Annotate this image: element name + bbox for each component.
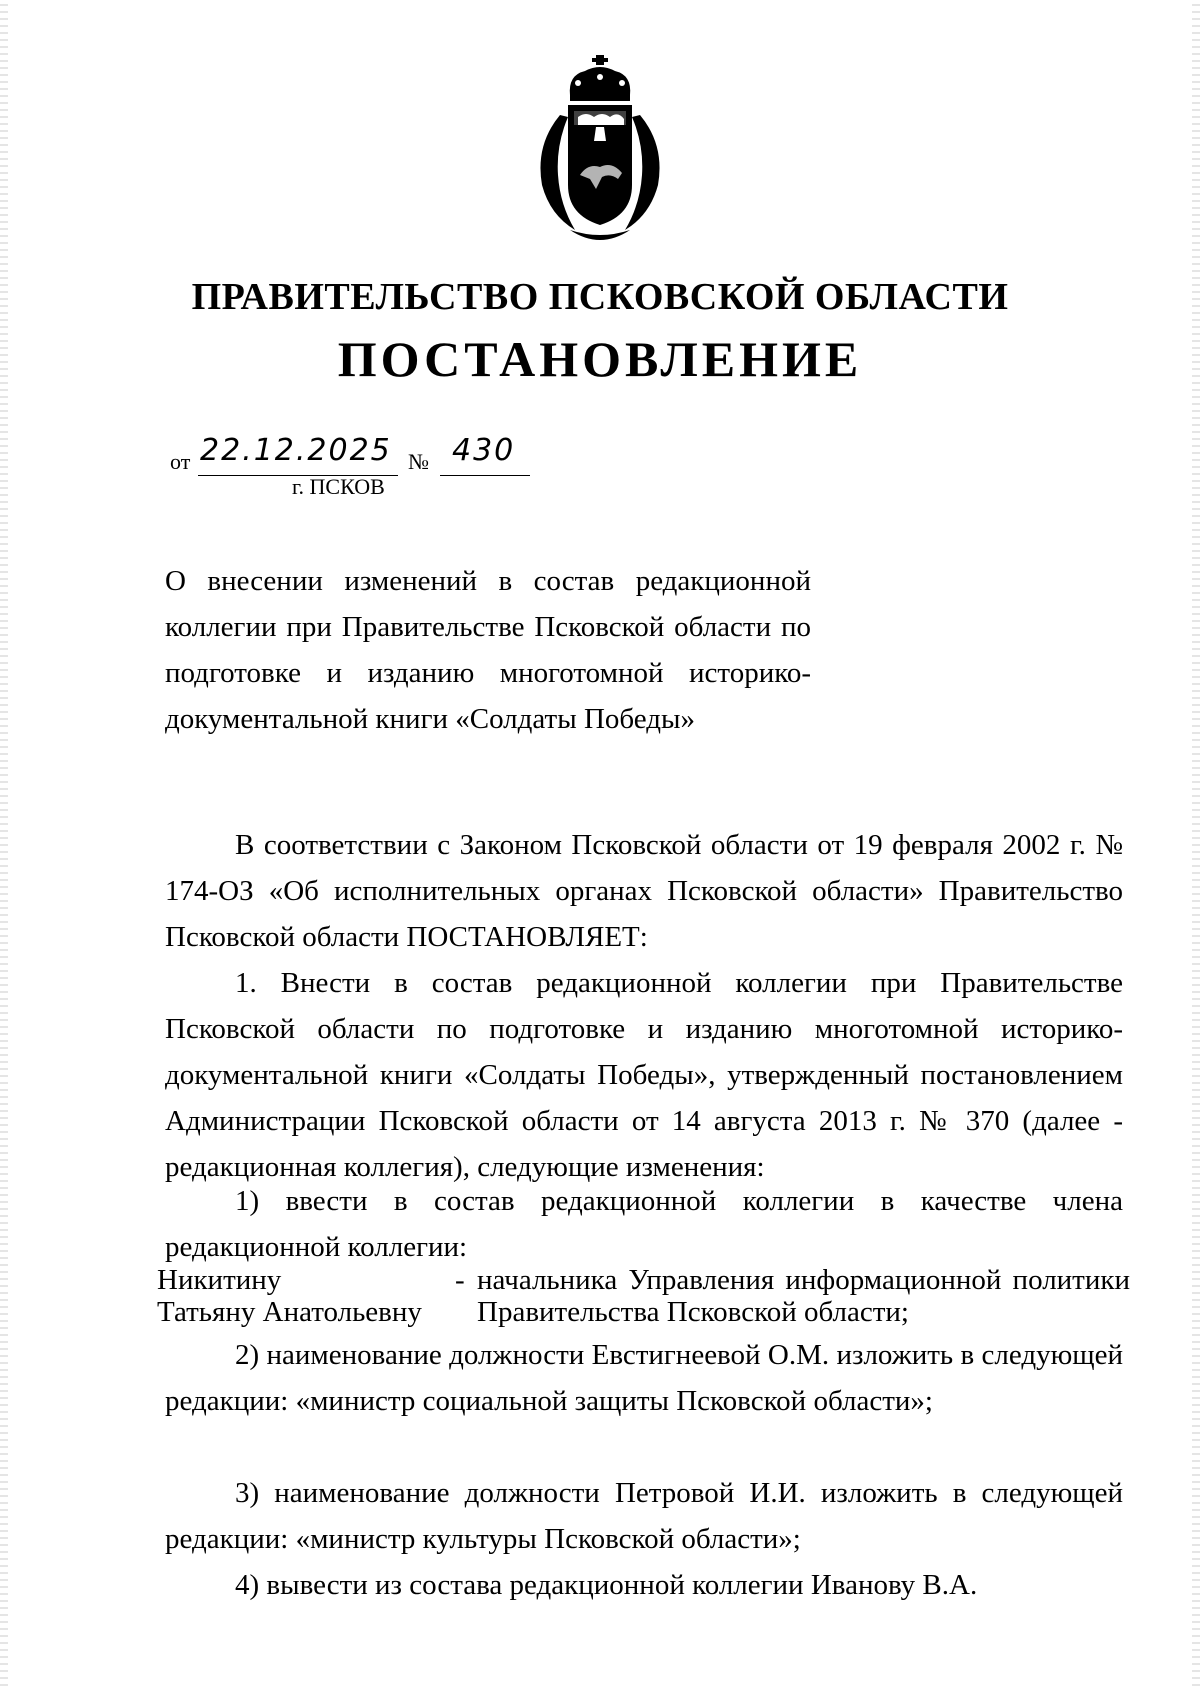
date-label: от <box>170 449 191 474</box>
subitem-3-paragraph: 3) наименование должности Петровой И.И. изложить в следующей редакции: «министр культуры Псковской области»; <box>165 1477 1123 1555</box>
city-label: г. ПСКОВ <box>292 474 385 499</box>
member-position: начальника Управления информационной политики Правительства Псковской области; <box>477 1264 1130 1328</box>
subitem-4-paragraph: 4) вывести из состава редакционной коллегии Иванову В.А. <box>235 1569 978 1601</box>
subitem-2-paragraph: 2) наименование должности Евстигнеевой О.М. изложить в следующей редакции: «министр социальной защиты Псковской области»; <box>165 1339 1123 1417</box>
item-1-paragraph: 1. Внести в состав редакционной коллегии при Правительстве Псковской области по подготовке и изданию многотомной историко-документальной книги «Солдаты Победы», утвержденный постановлением Администрации Псковской области от 14 августа 2013 г. № 370 (далее - редакционная коллегия), следующие изменения: <box>165 967 1123 1183</box>
number-label: № <box>408 449 429 474</box>
coat-of-arms-icon <box>530 55 670 245</box>
subitem-1-paragraph: 1) ввести в состав редакционной коллегии в качестве члена редакционной коллегии: <box>165 1185 1123 1263</box>
member-name <box>157 1264 457 1328</box>
document-type-title: ПОСТАНОВЛЕНИЕ <box>337 331 863 387</box>
number-underline <box>440 475 530 476</box>
member-dash: - <box>455 1264 465 1296</box>
member-surname: Никитину <box>157 1264 282 1296</box>
date-handwritten: 22.12.2025 <box>200 433 392 468</box>
government-title: ПРАВИТЕЛЬСТВО ПСКОВСКОЙ ОБЛАСТИ <box>191 276 1009 318</box>
number-handwritten: 430 <box>452 433 516 468</box>
scan-edge-left <box>0 0 8 1686</box>
preamble-paragraph: В соответствии с Законом Псковской области от 19 февраля 2002 г. № 174-ОЗ «Об исполнительных органах Псковской области» Правительство Псковской области ПОСТАНОВЛЯЕТ: <box>165 829 1123 953</box>
member-given-names: Татьяну Анатольевну <box>157 1296 422 1328</box>
document-subject: О внесении изменений в состав редакционной коллегии при Правительстве Псковской области по подготовке и изданию многотомной историко-документальной книги «Солдаты Победы» <box>165 565 811 735</box>
scan-edge-right <box>1192 0 1200 1686</box>
